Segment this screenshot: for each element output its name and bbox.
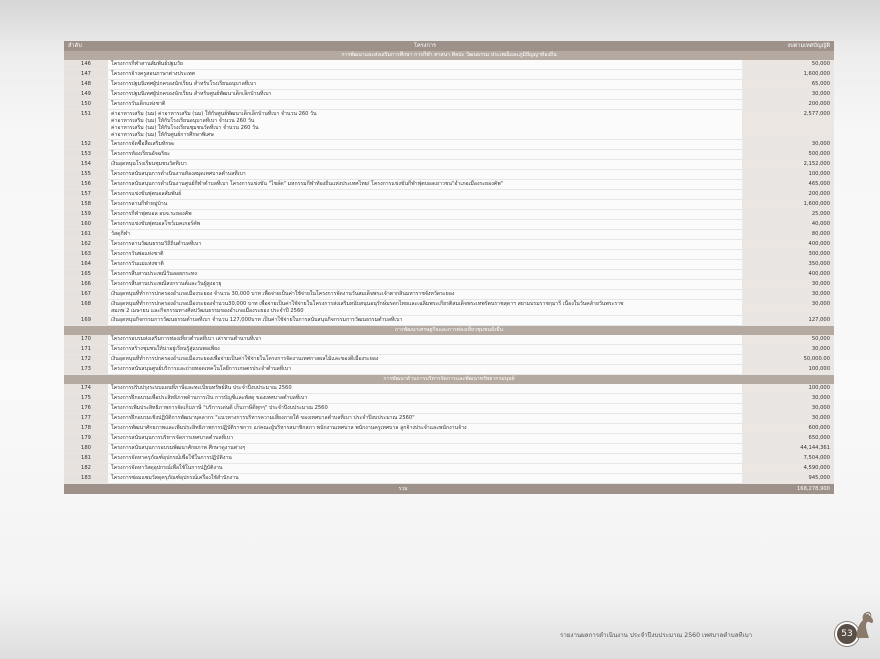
table-row [64,424,834,434]
row-budget: 7,504,000 [742,454,834,464]
row-number: 181 [64,454,108,464]
row-number: 177 [64,414,108,424]
row-project: โครงการกีฬาสานสัมพันธ์ปฐมวัย [108,60,742,70]
row-project: โครงการแข่งขันฟุตบอลโชว์เมคเกอร์คัพ [108,220,742,230]
row-budget: 300,000 [742,250,834,260]
row-budget: 600,000 [742,424,834,434]
row-project: โครงการซ่อมแซมวัสดุครุภัณฑ์อุปกรณ์เครื่องใช้สำนักงาน [108,474,742,484]
row-budget: 30,000 [742,90,834,100]
row-budget: 100,000 [742,170,834,180]
row-number: 175 [64,394,108,404]
row-budget: 44,144,361 [742,444,834,454]
table-row [64,345,834,355]
table-row [64,180,834,190]
row-budget: 1,600,000 [742,200,834,210]
row-budget: 465,000 [742,180,834,190]
row-budget: 80,000 [742,230,834,240]
row-number: 161 [64,230,108,240]
row-number: 152 [64,140,108,150]
section-header-row [64,51,834,60]
row-number: 164 [64,260,108,270]
row-budget: 30,000 [742,140,834,150]
row-number: 155 [64,170,108,180]
table-header-row [64,41,834,51]
row-budget: 1,600,000 [742,70,834,80]
row-budget: 40,000 [742,220,834,230]
row-budget: 30,000 [742,394,834,404]
section-title: การพัฒนาด้านการบริหารจัดการและพัฒนาทรัพยากรมนุษย์ [64,375,834,385]
table-row [64,474,834,484]
table-row [64,464,834,474]
row-number: 170 [64,335,108,345]
row-project: โครงการสืบสานประเพณีสงกรานต์และวันผู้สูงอายุ [108,280,742,290]
table-row [64,230,834,240]
row-number: 183 [64,474,108,484]
row-project: เงินอุดหนุนที่ทำการปกครองอำเภอเมืองระยองเพื่อจ่ายเป็นค่าใช้จ่ายในโครงการจัดงานเทศกาลผลไม้และของดีเมืองระยอง [108,355,742,365]
row-project: โครงการกีฬาฟุตบอล อบจ.ระยองคัพ [108,210,742,220]
row-project: โครงการห้องเรียนอัจฉริยะ [108,150,742,160]
table-row [64,60,834,70]
row-budget: 500,000 [742,150,834,160]
row-project: โครงการสนับสนุนการดำเนินงานศูนย์กีฬาตำบลทีเบา โครงการแข่งขัน "ไชล์ด" มหกรรมกีฬาท้องถิ่นแห่งประเทศไทย/ โครงการแข่งขันกีฬาฟุตบอลเยาวชน"อำเภอเมืองระยองคัพ" [108,180,742,190]
row-number: 168 [64,300,108,316]
row-number: 182 [64,464,108,474]
table-row [64,280,834,290]
row-project: โครงการจัดซื้อสื่อเสริมทักษะ [108,140,742,150]
table-row [64,100,834,110]
row-project: เงินอุดหนุนที่ทำการปกครองอำเภอเมืองระยองจำนวน30,000 บาท เพื่อจ่ายเป็นค่าใช้จ่ายในโครงการส่งเสริมสนับสนุนอนุรักษ์มรดกไทยและเฉลิมพระเกียรติสมเด็จพระเทพรัตนราชสุดาฯ สยามบรมราชกุมารี เนื่องในวันคล้ายวันพระราช สมภพ 2 เมษายน และกิจกรรมทางศิลปวัฒนธรรมของอำเภอเมืองระยอง ประจำปี 2560 [108,300,742,316]
row-number: 165 [64,270,108,280]
row-project: โครงการสืบสานประเพณีวันลอยกระทง [108,270,742,280]
row-budget: 30,000 [742,404,834,414]
table-row [64,316,834,326]
table-row [64,150,834,160]
row-project: โครงการเพิ่มประสิทธิภาพการจัดเก็บภาษี "บริการเด่นดี เก็บภาษีดีทุกๆ" ประจำปีงบประมาณ 2560 [108,404,742,414]
page-number-badge: 53 [835,622,859,646]
row-project: โครงการวันเด็กแห่งชาติ [108,100,742,110]
row-project: โครงการจัดหาครุภัณฑ์อุปกรณ์เพื่อใช้ในการปฏิบัติงาน [108,454,742,464]
row-budget: 400,000 [742,270,834,280]
row-budget: 50,000.00 [742,355,834,365]
row-budget: 100,000 [742,384,834,394]
header-budget: งบตามเทศบัญญัติ [742,41,834,51]
row-number: 158 [64,200,108,210]
table-row [64,335,834,345]
table-row [64,220,834,230]
row-budget: 2,152,000 [742,160,834,170]
row-project: โครงการสร้างชุมชนให้น่าอยู่เรียนรู้สู่แบบพอเพียง [108,345,742,355]
table-row [64,365,834,375]
table-row [64,414,834,424]
table-row [64,140,834,150]
row-budget: 2,577,000 [742,110,834,140]
row-number: 153 [64,150,108,160]
row-project: โครงการสนับสนุนการดำเนินงานห้องสมุดเทศบาลตำบลทีเบา [108,170,742,180]
row-number: 162 [64,240,108,250]
row-project: โครงการสนับสนุนการอบรมพัฒนาศักยภาพ ศึกษาดูงานต่างๆ [108,444,742,454]
row-budget: 100,000 [742,365,834,375]
row-number: 147 [64,70,108,80]
row-number: 166 [64,280,108,290]
row-budget: 30,000 [742,414,834,424]
table-row [64,70,834,80]
section-title: การพัฒนาและส่งเสริมการศึกษา การกีฬา ศาสนา ศิลปะ วัฒนธรรม ประเพณีและภูมิปัญญาท้องถิ่น [64,51,834,60]
row-project: โครงการอบรมส่งเสริมการท่องเที่ยวตำบลทีเบา เล่าขานตำนานทีเบา [108,335,742,345]
row-number: 154 [64,160,108,170]
row-number: 167 [64,290,108,300]
table-row [64,454,834,464]
budget-table-container [64,41,834,494]
table-row [64,444,834,454]
row-budget: 30,000 [742,345,834,355]
horse-logo-icon [853,610,875,640]
row-number: 174 [64,384,108,394]
row-project: โครงการจัดหาวัสดุอุปกรณ์เพื่อใช้ในการปฏิบัติงาน [108,464,742,474]
table-row [64,160,834,170]
row-number: 169 [64,316,108,326]
row-number: 159 [64,210,108,220]
row-project: โครงการลานกีฬาหมู่บ้าน [108,200,742,210]
row-budget: 200,000 [742,190,834,200]
table-row [64,240,834,250]
row-number: 156 [64,180,108,190]
row-project: โครงการสนับสนุนการบริหารจัดการเทศบาลตำบลทีเบา [108,434,742,444]
row-budget: 400,000 [742,240,834,250]
row-number: 171 [64,345,108,355]
row-project: ค่าอาหารเสริม (นม) ค่าอาหารเสริม (นม) ให้กับศูนย์พัฒนาเด็กเล็กบ้านทีเบา จำนวน 260 วัน ค่าอาหารเสริม (นม) ให้กับโรงเรียนอนุบาลทีเบา จำนวน 260 วัน ค่าอาหารเสริม (นม) ให้กับโรงเรียนชุมชนวัดทีเบา จำนวน 260 วัน ค่าอาหารเสริม (นม) ให้กับศูนย์การศึกษาพิเศษ [108,110,742,140]
row-project: โครงการพัฒนาศักยภาพและเพิ่มประสิทธิภาพการปฏิบัติราชการ แก่คณะผู้บริหารสมาชิกสภา พนักงานเทศบาล พนักงานครูเทศบาล ลูกจ้างประจำและพนักงานจ้าง [108,424,742,434]
row-number: 157 [64,190,108,200]
table-row [64,90,834,100]
row-budget: 30,000 [742,300,834,316]
row-budget: 200,000 [742,100,834,110]
row-budget: 30,000 [742,280,834,290]
row-project: เงินอุดหนุนกิจกรรมการวัฒนธรรมตำบลทีเบา จำนวน 127,000บาท เป็นค่าใช้จ่ายในการสนับสนุนกิจกรรมการวัฒนธรรมตำบลทีเบา [108,316,742,326]
table-row [64,80,834,90]
table-row [64,190,834,200]
table-row [64,404,834,414]
row-number: 150 [64,100,108,110]
row-number: 180 [64,444,108,454]
table-row [64,290,834,300]
row-number: 173 [64,365,108,375]
row-project: โครงการวันแม่แห่งชาติ [108,260,742,270]
row-project: โครงการจ้างครูสอนภาษาต่างประเทศ [108,70,742,80]
table-row [64,250,834,260]
total-label: รวม [64,484,742,495]
total-value: 168,278,900 [742,484,834,495]
section-title: การพัฒนาเศรษฐกิจและการท่องเที่ยวชุมชนยั่งยืน [64,326,834,336]
row-number: 148 [64,80,108,90]
row-project: โครงการสนับสนุนศูนย์บริการและถ่ายทอดเทคโนโลยีการเกษตรประจำตำบลทีเบา [108,365,742,375]
row-budget: 350,000 [742,260,834,270]
row-number: 149 [64,90,108,100]
section-header-row [64,375,834,385]
row-budget: 945,000 [742,474,834,484]
row-budget: 30,000 [742,290,834,300]
row-budget: 650,000 [742,434,834,444]
footer-report-title: รายงานผลการดำเนินงาน ประจำปีงบประมาณ 2560 เทศบาลตำบลทีเบา [560,632,753,639]
row-project: โครงการปฐมนิเทศผู้ปกครองนักเรียน สำหรับศูนย์พัฒนาเด็กเล็กบ้านทีเบา [108,90,742,100]
header-no: ลำดับ [64,41,108,51]
row-budget: 25,000 [742,210,834,220]
table-row [64,260,834,270]
row-number: 146 [64,60,108,70]
row-number: 176 [64,404,108,414]
row-number: 178 [64,424,108,434]
table-row [64,200,834,210]
row-project: โครงการฝึกอบรมเพื่อประสิทธิภาพด้านการเงิน การบัญชีและพัสดุ ของเทศบาลตำบลทีเบา [108,394,742,404]
table-row [64,300,834,316]
budget-table [64,41,834,494]
row-project: เงินอุดหนุนที่ทำการปกครองอำเภอเมืองระยอง จำนวน 30,000 บาท เพื่อจ่ายเป็นค่าใช้จ่ายในโครงการจัดงานวันสมเด็จพระเจ้าตากสินมหาราชจังหวัดระยอง [108,290,742,300]
total-row [64,484,834,495]
row-budget: 65,000 [742,80,834,90]
table-row [64,170,834,180]
row-project: โครงการปฐมนิเทศผู้ปกครองนักเรียน สำหรับโรงเรียนอนุบาลทีเบา [108,80,742,90]
header-project: โครงการ [108,41,742,51]
row-number: 163 [64,250,108,260]
table-row [64,270,834,280]
table-body [64,51,834,494]
row-project: โครงการลานวัฒนธรรมวิถีถิ่นตำบลทีเบา [108,240,742,250]
row-number: 151 [64,110,108,140]
row-budget: 50,000 [742,335,834,345]
row-project: โครงการฝึกอบรมเชิงปฏิบัติการพัฒนาบุคลากร "แนวทางการบริหารความเสี่ยงภายใต้ ของเทศบาลตำบลทีเบา ประจำปีงบประมาณ 2560" [108,414,742,424]
row-project: โครงการวันพ่อแห่งชาติ [108,250,742,260]
table-row [64,384,834,394]
table-row [64,110,834,140]
row-project: โครงการปรับปรุงระบบแผนที่ภาษีและทะเบียนทรัพย์สิน ประจำปีงบประมาณ 2560 [108,384,742,394]
row-project: โครงการแข่งขันฟุตบอลสัมพันธ์ [108,190,742,200]
section-header-row [64,326,834,336]
row-project: เงินอุดหนุนโรงเรียนชุมชนวัดทีเบา [108,160,742,170]
row-number: 160 [64,220,108,230]
row-number: 172 [64,355,108,365]
table-row [64,355,834,365]
table-row [64,434,834,444]
row-budget: 4,590,000 [742,464,834,474]
row-project: วัสดุกีฬา [108,230,742,240]
table-row [64,394,834,404]
row-number: 179 [64,434,108,444]
row-budget: 50,000 [742,60,834,70]
row-budget: 127,000 [742,316,834,326]
table-row [64,210,834,220]
